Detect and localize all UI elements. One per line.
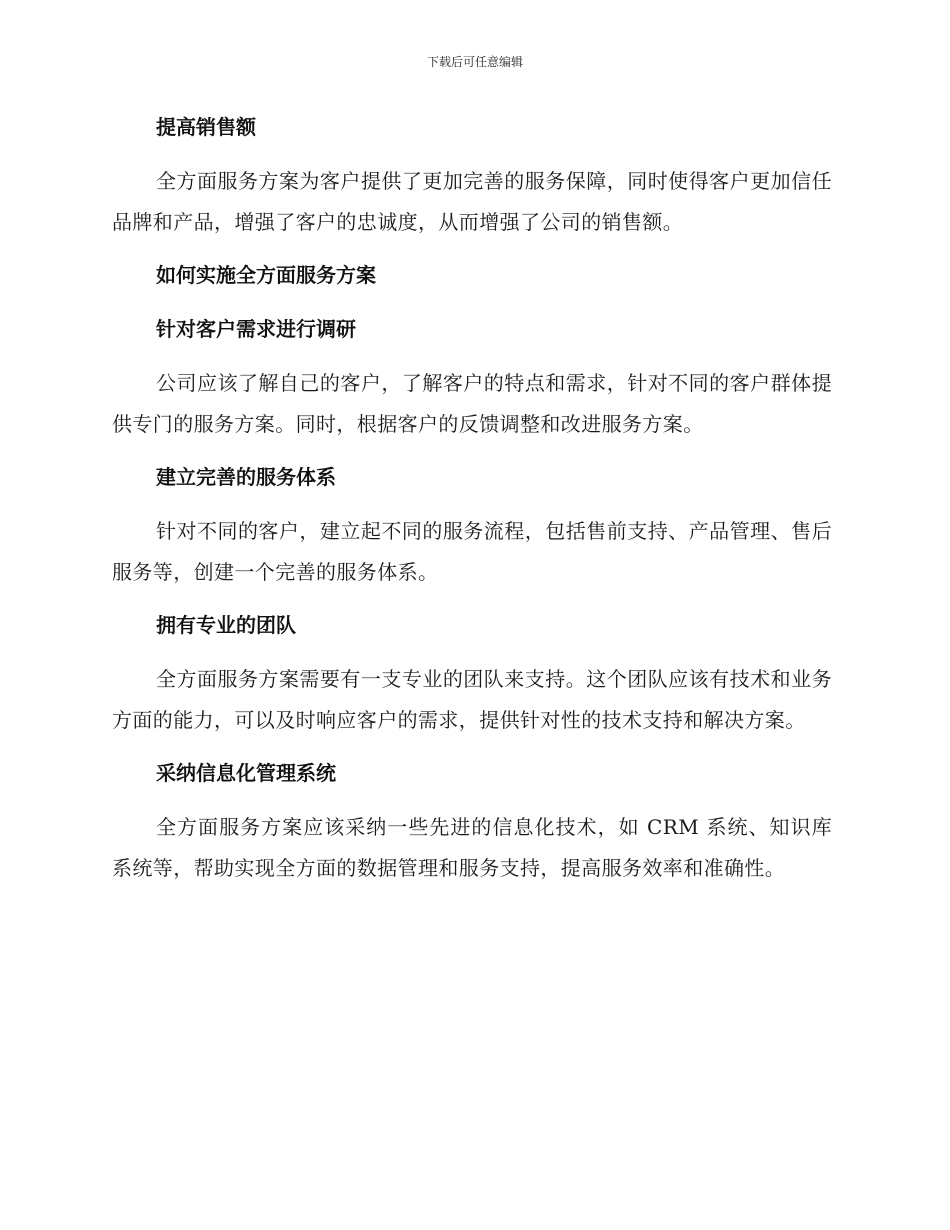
document-content [112,110,832,889]
section-paragraph-service-system: 针对不同的客户，建立起不同的服务流程，包括售前支持、产品管理、售后服务等，创建一个完善的服务体系。 [112,519,832,584]
section-heading-service-system: 建立完善的服务体系 [156,465,336,489]
section-paragraph-info-management-system: 全方面服务方案应该采纳一些先进的信息化技术，如 CRM 系统、知识库系统等，帮助实现全方面的数据管理和服务支持，提高服务效率和准确性。 [112,815,832,880]
section-paragraph-customer-research: 公司应该了解自己的客户，了解客户的特点和需求，针对不同的客户群体提供专门的服务方案。同时，根据客户的反馈调整和改进服务方案。 [112,371,832,436]
section-heading-info-management-system: 采纳信息化管理系统 [156,761,336,785]
section-heading-customer-research: 针对客户需求进行调研 [156,317,356,341]
section-heading-increase-sales: 提高销售额 [156,115,256,139]
section-paragraph-professional-team: 全方面服务方案需要有一支专业的团队来支持。这个团队应该有技术和业务方面的能力，可以及时响应客户的需求，提供针对性的技术支持和解决方案。 [112,667,832,732]
section-heading-professional-team: 拥有专业的团队 [156,613,296,637]
page-header: 下载后可任意编辑 [426,55,523,69]
section-heading-how-to-implement: 如何实施全方面服务方案 [156,263,376,287]
section-paragraph-increase-sales: 全方面服务方案为客户提供了更加完善的服务保障，同时使得客户更加信任品牌和产品，增强了客户的忠诚度，从而增强了公司的销售额。 [112,169,832,234]
